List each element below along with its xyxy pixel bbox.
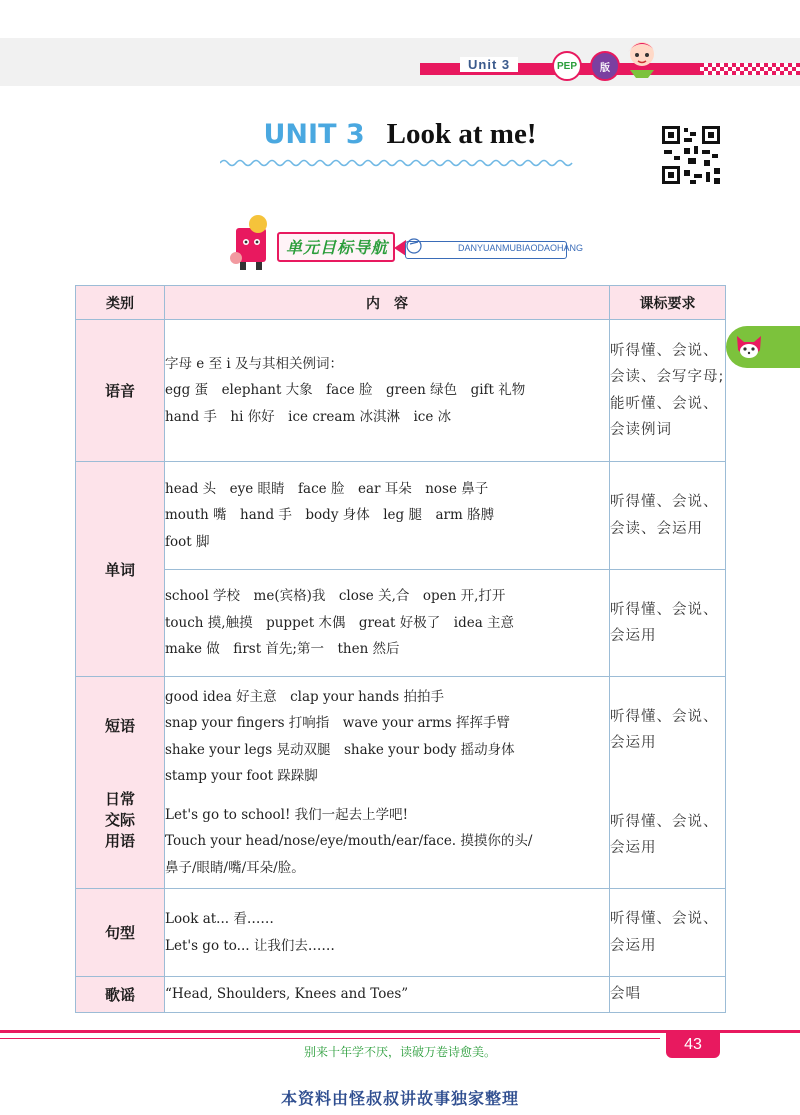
header-requirement: 课标要求 — [610, 286, 726, 320]
content-phrases-daily — [165, 677, 610, 889]
requirement-words-a: 听得懂、会说、会读、会运用 — [610, 462, 726, 570]
mascot-box-icon — [230, 214, 278, 272]
content-line: good idea 好主意 clap your hands 拍拍手 — [165, 688, 444, 705]
banner-label: 单元目标导航 — [286, 238, 389, 257]
header-band — [0, 38, 800, 86]
banner-pinyin: DANYUANMUBIAODAOHANG — [458, 243, 584, 253]
content-sentences — [165, 889, 610, 977]
page-number: 43 — [666, 1032, 720, 1058]
header-content: 内 容 — [165, 286, 610, 320]
table-row — [76, 570, 726, 677]
content-line: snap your fingers 打响指 wave your arms 挥挥手臂 — [165, 715, 511, 732]
edition-badge: 版 — [590, 51, 620, 81]
category-daily-2: 交际 — [104, 810, 135, 829]
content-line: hand 手 hi 你好 ice cream 冰淇淋 ice 冰 — [165, 408, 452, 425]
footer-motto: 别来十年学不厌，读破万卷诗愈美。 — [303, 1045, 496, 1059]
footer-divider-thin — [0, 1038, 660, 1039]
requirement-words-b: 听得懂、会说、会运用 — [610, 570, 726, 677]
fox-face-icon — [734, 332, 764, 362]
content-line: Look at... 看…… — [165, 911, 274, 927]
content-words-b — [165, 570, 610, 677]
unit-name: Look at me! — [386, 118, 537, 150]
content-line: school 学校 me(宾格)我 close 关,合 open 开,打开 — [165, 588, 506, 605]
requirement-phrases-daily — [610, 677, 726, 889]
unit-goals-table — [75, 285, 726, 1013]
content-line: foot 脚 — [165, 533, 210, 550]
content-line: mouth 嘴 hand 手 body 身体 leg 腿 arm 胳膊 — [165, 507, 495, 524]
header-category: 类别 — [76, 286, 165, 320]
content-line: head 头 eye 眼睛 face 脸 ear 耳朵 nose 鼻子 — [165, 480, 489, 497]
content-song — [165, 977, 610, 1013]
header-checker-pattern — [700, 63, 800, 75]
content-line: shake your legs 晃动双腿 shake your body 摇动身体 — [165, 741, 515, 758]
side-chapter-tab — [726, 326, 800, 368]
content-line: 鼻子/眼睛/嘴/耳朵/脸。 — [165, 859, 305, 876]
title-wave-underline — [220, 158, 576, 168]
credit-text: 本资料由怪叔叔讲故事独家整理 — [280, 1089, 519, 1108]
category-phrases: 短语 — [104, 716, 135, 735]
requirement-sentences: 听得懂、会说、会运用 — [610, 889, 726, 977]
qr-code-icon[interactable] — [660, 124, 722, 186]
table-row — [76, 677, 726, 889]
content-line: Let's go to school! 我们一起去上学吧! — [165, 806, 409, 823]
requirement-phrases: 听得懂、会说、会运用 — [610, 708, 719, 751]
content-phonics — [165, 320, 610, 462]
table-row — [76, 977, 726, 1013]
unit-number: UNIT 3 — [263, 119, 365, 150]
table-row — [76, 462, 726, 570]
content-line: “Head, Shoulders, Knees and Toes” — [165, 986, 409, 1003]
requirement-daily: 听得懂、会说、会运用 — [610, 813, 719, 856]
category-daily-1: 日常 — [104, 789, 135, 808]
category-sentences: 句型 — [76, 889, 165, 977]
category-phrases-daily — [76, 677, 165, 889]
content-phrases — [165, 684, 609, 790]
category-phonics: 语音 — [76, 320, 165, 462]
category-words: 单词 — [76, 462, 165, 677]
section-banner — [230, 214, 584, 272]
pep-badge: PEP — [552, 51, 582, 81]
table-header-row — [76, 286, 726, 320]
unit-tab: Unit 3 — [460, 57, 518, 72]
content-words-a — [165, 462, 610, 570]
content-daily — [165, 802, 609, 882]
category-song: 歌谣 — [76, 977, 165, 1013]
content-line: touch 摸,触摸 puppet 木偶 great 好极了 idea 主意 — [165, 614, 515, 631]
table-row — [76, 320, 726, 462]
requirement-phonics: 听得懂、会说、会读、会写字母;能听懂、会说、会读例词 — [610, 320, 726, 462]
content-line: Touch your head/nose/eye/mouth/ear/face. 摸摸你的头/ — [165, 833, 533, 850]
content-line: Let's go to... 让我们去…… — [165, 937, 335, 954]
mascot-girl-icon — [620, 34, 664, 78]
content-line: 字母 e 至 i 及与其相关例词： — [165, 355, 343, 372]
requirement-song: 会唱 — [610, 977, 726, 1013]
content-line: egg 蛋 elephant 大象 face 脸 green 绿色 gift 礼物 — [165, 382, 526, 399]
category-daily-3: 用语 — [104, 831, 135, 850]
content-line: make 做 first 首先;第一 then 然后 — [165, 641, 400, 658]
table-row — [76, 889, 726, 977]
content-line: stamp your foot 跺跺脚 — [165, 768, 318, 785]
